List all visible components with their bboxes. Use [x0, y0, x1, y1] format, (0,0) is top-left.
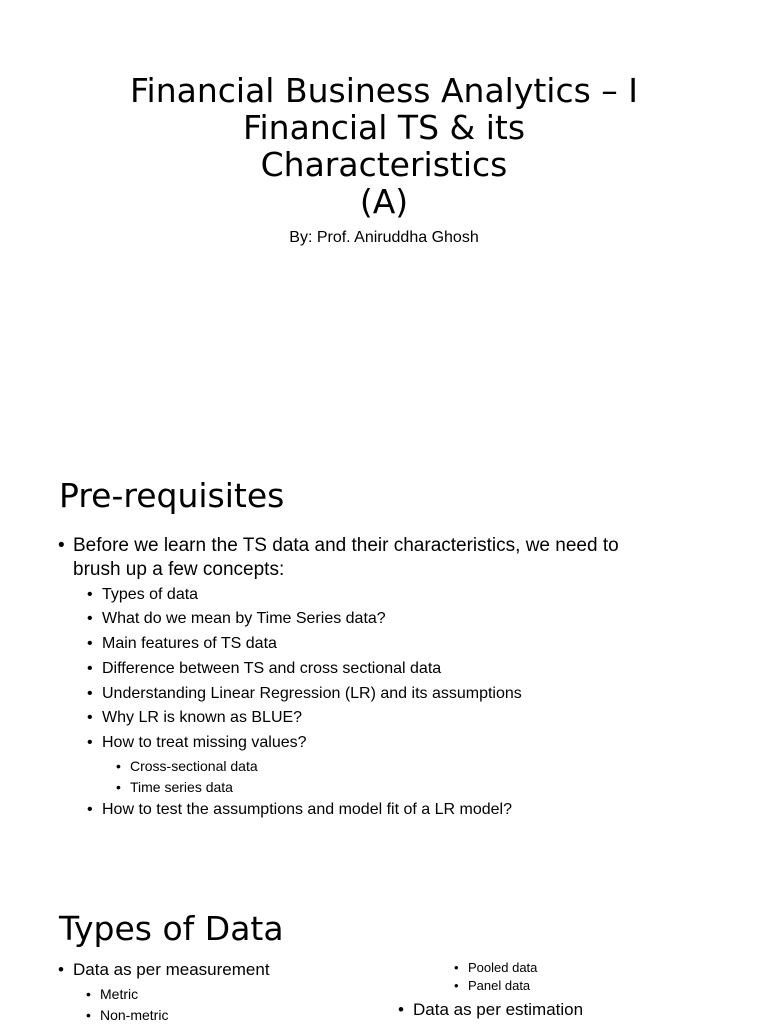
title-line: Characteristics — [260, 145, 508, 184]
types-of-data-heading: Types of Data — [59, 909, 284, 948]
title-line: (A) — [359, 182, 409, 221]
sub-list-item: • Cross-sectional data — [130, 757, 258, 775]
list-item: • Data as per measurement — [73, 960, 270, 980]
list-item: • How to treat missing values? — [102, 733, 307, 753]
list-item: • What do we mean by Time Series data? — [102, 609, 386, 629]
title-line: Financial TS & its — [242, 108, 526, 147]
intro-line-2: brush up a few concepts: — [73, 559, 285, 580]
author-byline: By: Prof. Aniruddha Ghosh — [289, 229, 479, 246]
title-slide — [0, 0, 768, 420]
list-item: • Why LR is known as BLUE? — [102, 708, 302, 728]
list-item: • Understanding Linear Regression (LR) and its assumptions — [102, 684, 522, 704]
list-item: • Types of data — [102, 585, 198, 605]
sub-list-item: • Non-metric — [100, 1006, 168, 1024]
list-item: • How to test the assumptions and model fit of a LR model? — [102, 800, 512, 820]
sub-list-item: • Pooled data — [468, 959, 537, 977]
list-item: • Main features of TS data — [102, 634, 277, 654]
list-item: • Difference between TS and cross sectional data — [102, 659, 441, 679]
slide-title — [0, 72, 768, 220]
sub-list-item: • Time series data — [130, 778, 233, 796]
intro-bullet — [73, 534, 619, 558]
prerequisites-heading: Pre-requisites — [59, 476, 285, 515]
sub-list-item: • Panel data — [468, 977, 530, 995]
sub-list-item: • Metric — [100, 985, 138, 1003]
title-line: Financial Business Analytics – I — [129, 71, 639, 110]
intro-line-1: Before we learn the TS data and their characteristics, we need to — [73, 535, 619, 556]
list-item: • Data as per estimation — [413, 1000, 583, 1020]
